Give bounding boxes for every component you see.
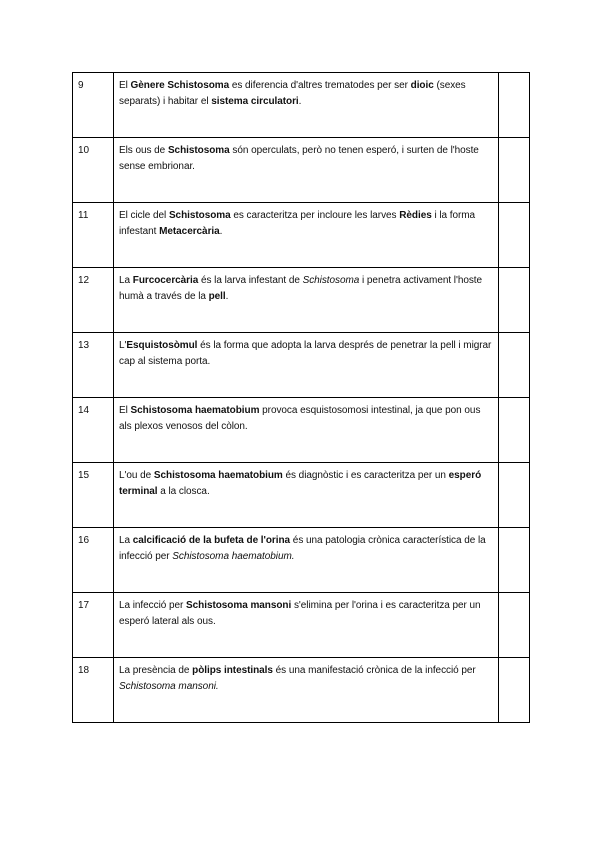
statement-text: El cicle del <box>119 210 169 221</box>
table-row <box>73 203 530 268</box>
question-number: 12 <box>73 268 114 333</box>
bold-term: Gènere Schistosoma <box>130 80 230 91</box>
statement-text: La <box>119 275 133 286</box>
bold-term: Rèdies <box>399 210 432 221</box>
question-number: 17 <box>73 593 114 658</box>
table-row <box>73 73 530 138</box>
question-number: 10 <box>73 138 114 203</box>
statement-text: i la forma infestant <box>119 210 476 237</box>
statement-text: (sexes separats) i habitar el <box>119 80 466 107</box>
statement-text: s'elimina per l'orina i es caracteritza per un esperó lateral als ous. <box>119 600 481 627</box>
bold-term: Metacercària <box>159 226 220 237</box>
bold-term: Schistosoma haematobium <box>153 470 283 481</box>
answer-cell[interactable] <box>499 73 530 138</box>
bold-term: dioic <box>410 80 434 91</box>
bold-term: sistema circulatori <box>211 96 299 107</box>
table-row <box>73 593 530 658</box>
bold-term: Schistosoma haematobium <box>130 405 260 416</box>
statement-text: El <box>119 80 131 91</box>
italic-term: Schistosoma mansoni. <box>119 681 219 692</box>
statement-text: . <box>219 226 223 237</box>
question-number: 9 <box>73 73 114 138</box>
statement-text: és la larva infestant de <box>198 275 303 286</box>
question-statement <box>114 463 499 528</box>
statement-text: Els ous de <box>119 145 168 156</box>
answer-cell[interactable] <box>499 593 530 658</box>
statement-text: és una manifestació crònica de la infecció per <box>272 665 476 676</box>
table-row <box>73 463 530 528</box>
statement-text: i penetra activament l'hoste humà a través de la <box>119 275 483 302</box>
statement-text: es caracteritza per incloure les larves <box>230 210 400 221</box>
answer-cell[interactable] <box>499 463 530 528</box>
italic-term: Schistosoma <box>302 275 360 286</box>
question-statement <box>114 138 499 203</box>
statement-text: . <box>225 291 229 302</box>
answer-cell[interactable] <box>499 268 530 333</box>
bold-term: esperó terminal <box>119 470 482 497</box>
statement-text: L' <box>119 340 127 351</box>
answer-cell[interactable] <box>499 203 530 268</box>
question-statement <box>114 73 499 138</box>
table-row <box>73 528 530 593</box>
bold-term: pòlips intestinals <box>192 665 273 676</box>
answer-cell[interactable] <box>499 138 530 203</box>
question-number: 14 <box>73 398 114 463</box>
statement-text: provoca esquistosomosi intestinal, ja que pon ous als plexos venosos del còlon. <box>119 405 481 432</box>
italic-term: Schistosoma haematobium. <box>172 551 295 562</box>
answer-cell[interactable] <box>499 398 530 463</box>
statement-text: és diagnòstic i es caracteritza per un <box>282 470 449 481</box>
bold-term: Esquistosòmul <box>126 340 198 351</box>
table-row <box>73 138 530 203</box>
table-body <box>73 73 530 723</box>
table-row <box>73 398 530 463</box>
statement-text: L'ou de <box>119 470 154 481</box>
statement-text: és la forma que adopta la larva després de penetrar la pell i migrar cap al sistema porta. <box>119 340 492 367</box>
statement-text: El <box>119 405 131 416</box>
question-number: 15 <box>73 463 114 528</box>
answer-cell[interactable] <box>499 658 530 723</box>
question-statement <box>114 203 499 268</box>
statement-text: és una patologia crònica característica de la infecció per <box>119 535 486 562</box>
bold-term: Schistosoma <box>167 145 230 156</box>
statement-text: . <box>298 96 302 107</box>
table-row <box>73 658 530 723</box>
question-statement <box>114 528 499 593</box>
question-number: 13 <box>73 333 114 398</box>
question-statement <box>114 658 499 723</box>
statement-text: La <box>119 535 133 546</box>
answer-cell[interactable] <box>499 333 530 398</box>
bold-term: Schistosoma mansoni <box>186 600 292 611</box>
question-statement <box>114 268 499 333</box>
answer-cell[interactable] <box>499 528 530 593</box>
bold-term: Schistosoma <box>168 210 231 221</box>
bold-term: Furcocercària <box>132 275 199 286</box>
table-row <box>73 268 530 333</box>
question-statement <box>114 398 499 463</box>
statement-text: La infecció per <box>119 600 187 611</box>
question-statement <box>114 593 499 658</box>
true-false-table <box>72 72 530 723</box>
bold-term: pell <box>208 291 226 302</box>
statement-text: a la closca. <box>157 486 210 497</box>
table-row <box>73 333 530 398</box>
question-number: 11 <box>73 203 114 268</box>
statement-text: La presència de <box>119 665 193 676</box>
statement-text: són operculats, però no tenen esperó, i surten de l'hoste sense embrionar. <box>119 145 479 172</box>
question-statement <box>114 333 499 398</box>
bold-term: calcificació de la bufeta de l'orina <box>132 535 291 546</box>
question-number: 18 <box>73 658 114 723</box>
statement-text: es diferencia d'altres trematodes per ser <box>229 80 411 91</box>
question-number: 16 <box>73 528 114 593</box>
